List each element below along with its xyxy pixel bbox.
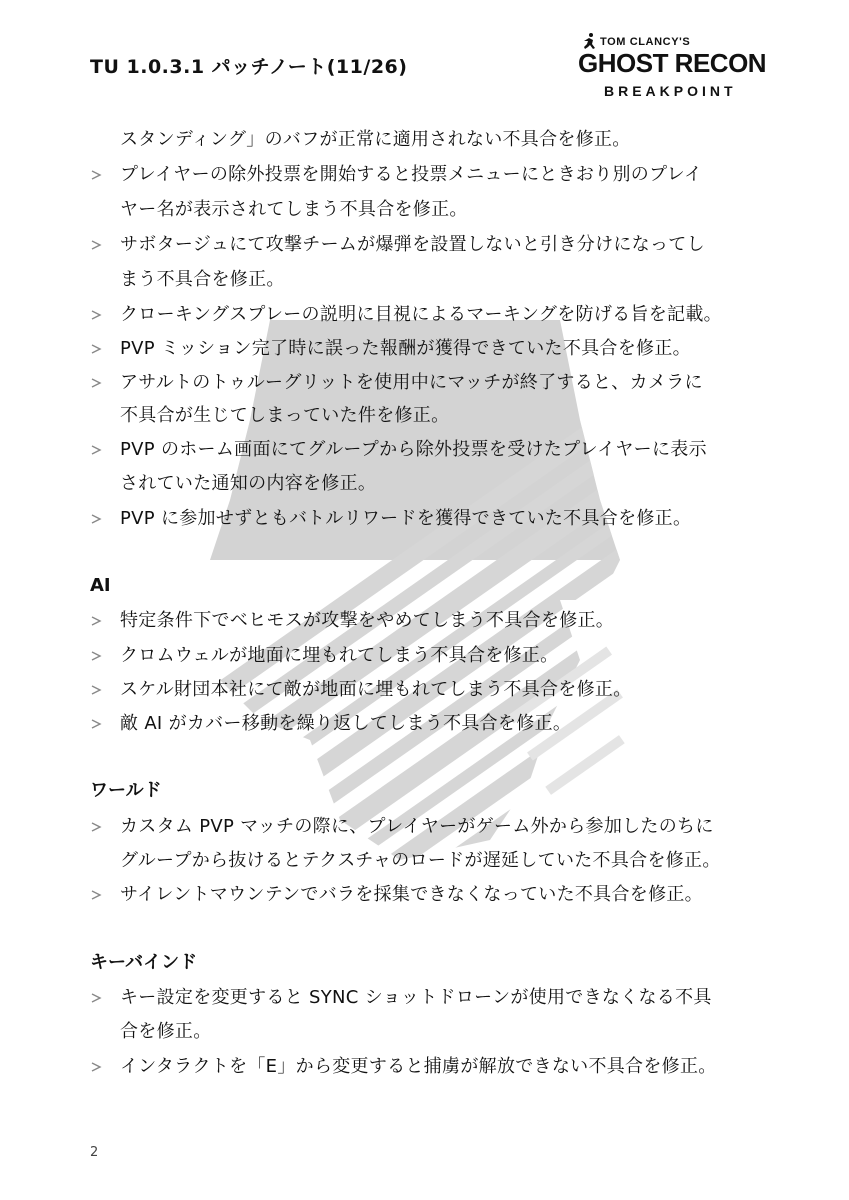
list-item-line: PVP ミッション完了時に誤った報酬が獲得できていた不具合を修正。 — [120, 338, 691, 359]
chevron-right-icon — [90, 438, 102, 462]
chevron-right-icon — [90, 712, 102, 736]
list-item-line: クローキングスプレーの説明に目視によるマーキングを防げる旨を記載。 — [120, 304, 722, 325]
list-item-line: スケル財団本社にて敵が地面に埋もれてしまう不具合を修正。 — [120, 679, 632, 700]
list-item-line: サボタージュにて攻撃チームが爆弾を設置しないと引き分けになってし — [120, 234, 705, 255]
list-item-line: カスタム PVP マッチの際に、プレイヤーがゲーム外から参加したのちに — [120, 816, 714, 837]
list-item-line: まう不具合を修正。 — [120, 269, 285, 290]
chevron-right-icon — [90, 883, 102, 907]
section-heading-world: ワールド — [90, 780, 162, 801]
list-item-line: 合を修正。 — [120, 1021, 212, 1042]
chevron-right-icon — [90, 815, 102, 839]
chevron-right-icon — [90, 303, 102, 327]
document-title: TU 1.0.3.1 パッチノート(11/26) — [90, 56, 408, 78]
section-heading-ai: AI — [90, 575, 111, 596]
list-item-line: PVP に参加せずともバトルリワードを獲得できていた不具合を修正。 — [120, 508, 692, 529]
logo-brand-line: TOM CLANCY'S — [600, 36, 691, 48]
page-number: 2 — [90, 1145, 99, 1160]
list-item-line: グループから抜けるとテクスチャのロードが遅延していた不具合を修正。 — [120, 850, 721, 871]
list-item-line: クロムウェルが地面に埋もれてしまう不具合を修正。 — [120, 645, 559, 666]
chevron-right-icon — [90, 644, 102, 668]
chevron-right-icon — [90, 163, 102, 187]
chevron-right-icon — [90, 337, 102, 361]
logo-sub-line: BREAKPOINT — [604, 83, 737, 99]
logo-main-line: GHOST RECON — [578, 48, 767, 78]
list-item-line: アサルトのトゥルーグリットを使用中にマッチが終了すると、カメラに — [120, 372, 703, 393]
list-item-line: 不具合が生じてしまっていた件を修正。 — [120, 405, 450, 426]
list-item-line: インタラクトを「E」から変更すると捕虜が解放できない不具合を修正。 — [120, 1056, 717, 1077]
list-item-line: 特定条件下でベヒモスが攻撃をやめてしまう不具合を修正。 — [120, 610, 615, 631]
section-heading-keybind: キーバインド — [90, 952, 198, 973]
chevron-right-icon — [90, 678, 102, 702]
chevron-right-icon — [90, 507, 102, 531]
list-item-line: スタンディング」のバフが正常に適用されない不具合を修正。 — [120, 129, 631, 150]
chevron-right-icon — [90, 233, 102, 257]
list-item-line: キー設定を変更すると SYNC ショットドローンが使用できなくなる不具 — [120, 987, 712, 1008]
chevron-right-icon — [90, 609, 102, 633]
chevron-right-icon — [90, 1055, 102, 1079]
list-item-line: PVP のホーム画面にてグループから除外投票を受けたプレイヤーに表示 — [120, 439, 707, 460]
list-item-line: サイレントマウンテンでバラを採集できなくなっていた不具合を修正。 — [120, 884, 703, 905]
ghost-recon-breakpoint-logo — [578, 28, 798, 98]
list-item-line: ヤー名が表示されてしまう不具合を修正。 — [120, 199, 468, 220]
list-item-line: 敵 AI がカバー移動を繰り返してしまう不具合を修正。 — [120, 713, 572, 734]
list-item-line: されていた通知の内容を修正。 — [120, 473, 377, 494]
list-item-line: プレイヤーの除外投票を開始すると投票メニューにときおり別のプレイ — [120, 164, 703, 185]
chevron-right-icon — [90, 371, 102, 395]
chevron-right-icon — [90, 986, 102, 1010]
